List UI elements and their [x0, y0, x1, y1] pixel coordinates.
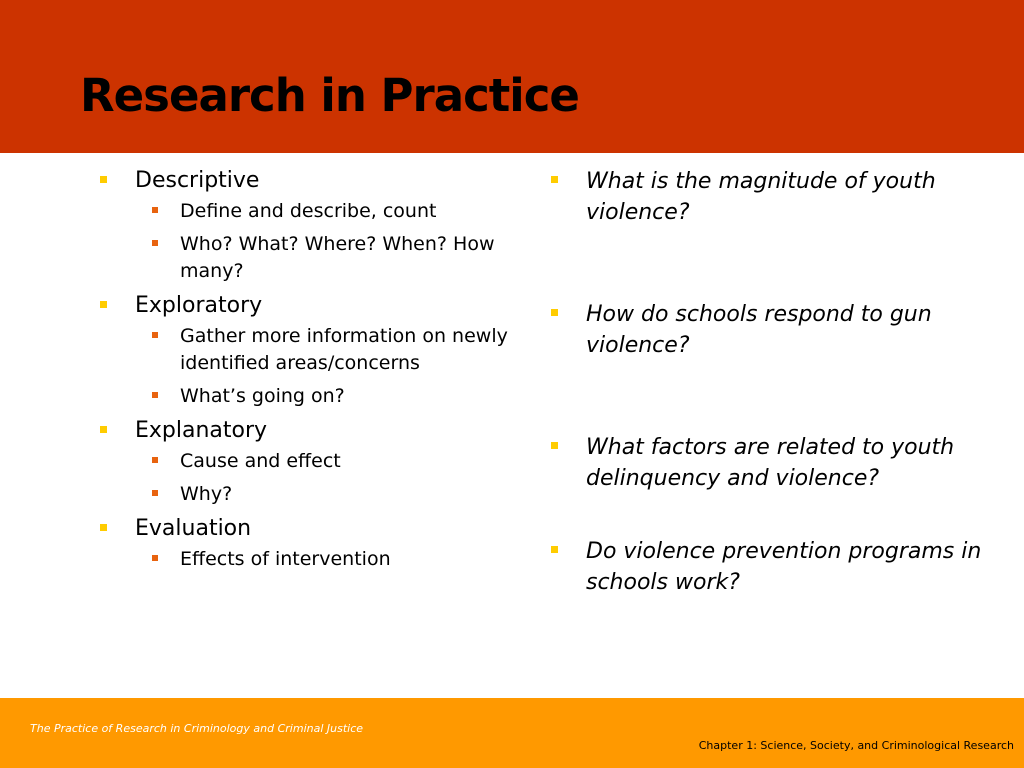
square-bullet-icon [100, 524, 107, 531]
square-bullet-icon [152, 392, 158, 398]
footer-band [0, 698, 1024, 768]
sub-list-item [135, 198, 517, 225]
list-item-label: Descriptive [135, 168, 260, 193]
research-types-list [97, 166, 517, 573]
square-bullet-icon [152, 457, 158, 463]
list-item-exploratory [97, 291, 517, 410]
square-bullet-icon [152, 555, 158, 561]
square-bullet-icon [100, 176, 107, 183]
question-text: What is the magnitude of youth violence? [586, 169, 936, 225]
question-item [548, 432, 988, 494]
sub-list [135, 198, 517, 285]
footer-book-title: The Practice of Research in Criminology and Criminal Justice [30, 722, 364, 735]
list-item-label: Exploratory [135, 293, 263, 318]
sub-list-item [135, 448, 517, 475]
slide-title: Research in Practice [80, 69, 579, 122]
question-item [548, 166, 988, 228]
research-questions-list [548, 166, 988, 598]
square-bullet-icon [551, 176, 558, 183]
list-item-label: Evaluation [135, 516, 252, 541]
sub-list-item-label: Define and describe, count [180, 200, 437, 222]
square-bullet-icon [152, 207, 158, 213]
right-column [548, 166, 988, 598]
square-bullet-icon [100, 426, 107, 433]
sub-list-item [135, 481, 517, 508]
sub-list-item [135, 546, 517, 573]
sub-list [135, 546, 517, 573]
question-item [548, 536, 988, 598]
question-text: Do violence prevention programs in schools work? [586, 539, 982, 595]
square-bullet-icon [100, 301, 107, 308]
sub-list-item [135, 231, 517, 285]
sub-list-item-label: Why? [180, 483, 233, 505]
list-item-evaluation [97, 514, 517, 573]
square-bullet-icon [152, 240, 158, 246]
footer-chapter-title: Chapter 1: Science, Society, and Criminological Research [698, 739, 1014, 752]
question-text: How do schools respond to gun violence? [586, 302, 932, 358]
square-bullet-icon [551, 442, 558, 449]
question-text: What factors are related to youth delinquency and violence? [586, 435, 955, 491]
sub-list-item-label: What’s going on? [180, 385, 345, 407]
sub-list [135, 323, 517, 410]
sub-list-item-label: Effects of intervention [180, 548, 391, 570]
sub-list-item-label: Gather more information on newly identified areas/concerns [180, 325, 508, 374]
left-column [97, 166, 517, 579]
sub-list-item-label: Who? What? Where? When? How many? [180, 233, 495, 282]
sub-list-item-label: Cause and effect [180, 450, 341, 472]
list-item-explanatory [97, 416, 517, 508]
square-bullet-icon [152, 490, 158, 496]
list-item-descriptive [97, 166, 517, 285]
sub-list [135, 448, 517, 508]
square-bullet-icon [551, 309, 558, 316]
square-bullet-icon [551, 546, 558, 553]
question-item [548, 299, 988, 361]
sub-list-item [135, 323, 517, 377]
square-bullet-icon [152, 332, 158, 338]
list-item-label: Explanatory [135, 418, 268, 443]
sub-list-item [135, 383, 517, 410]
